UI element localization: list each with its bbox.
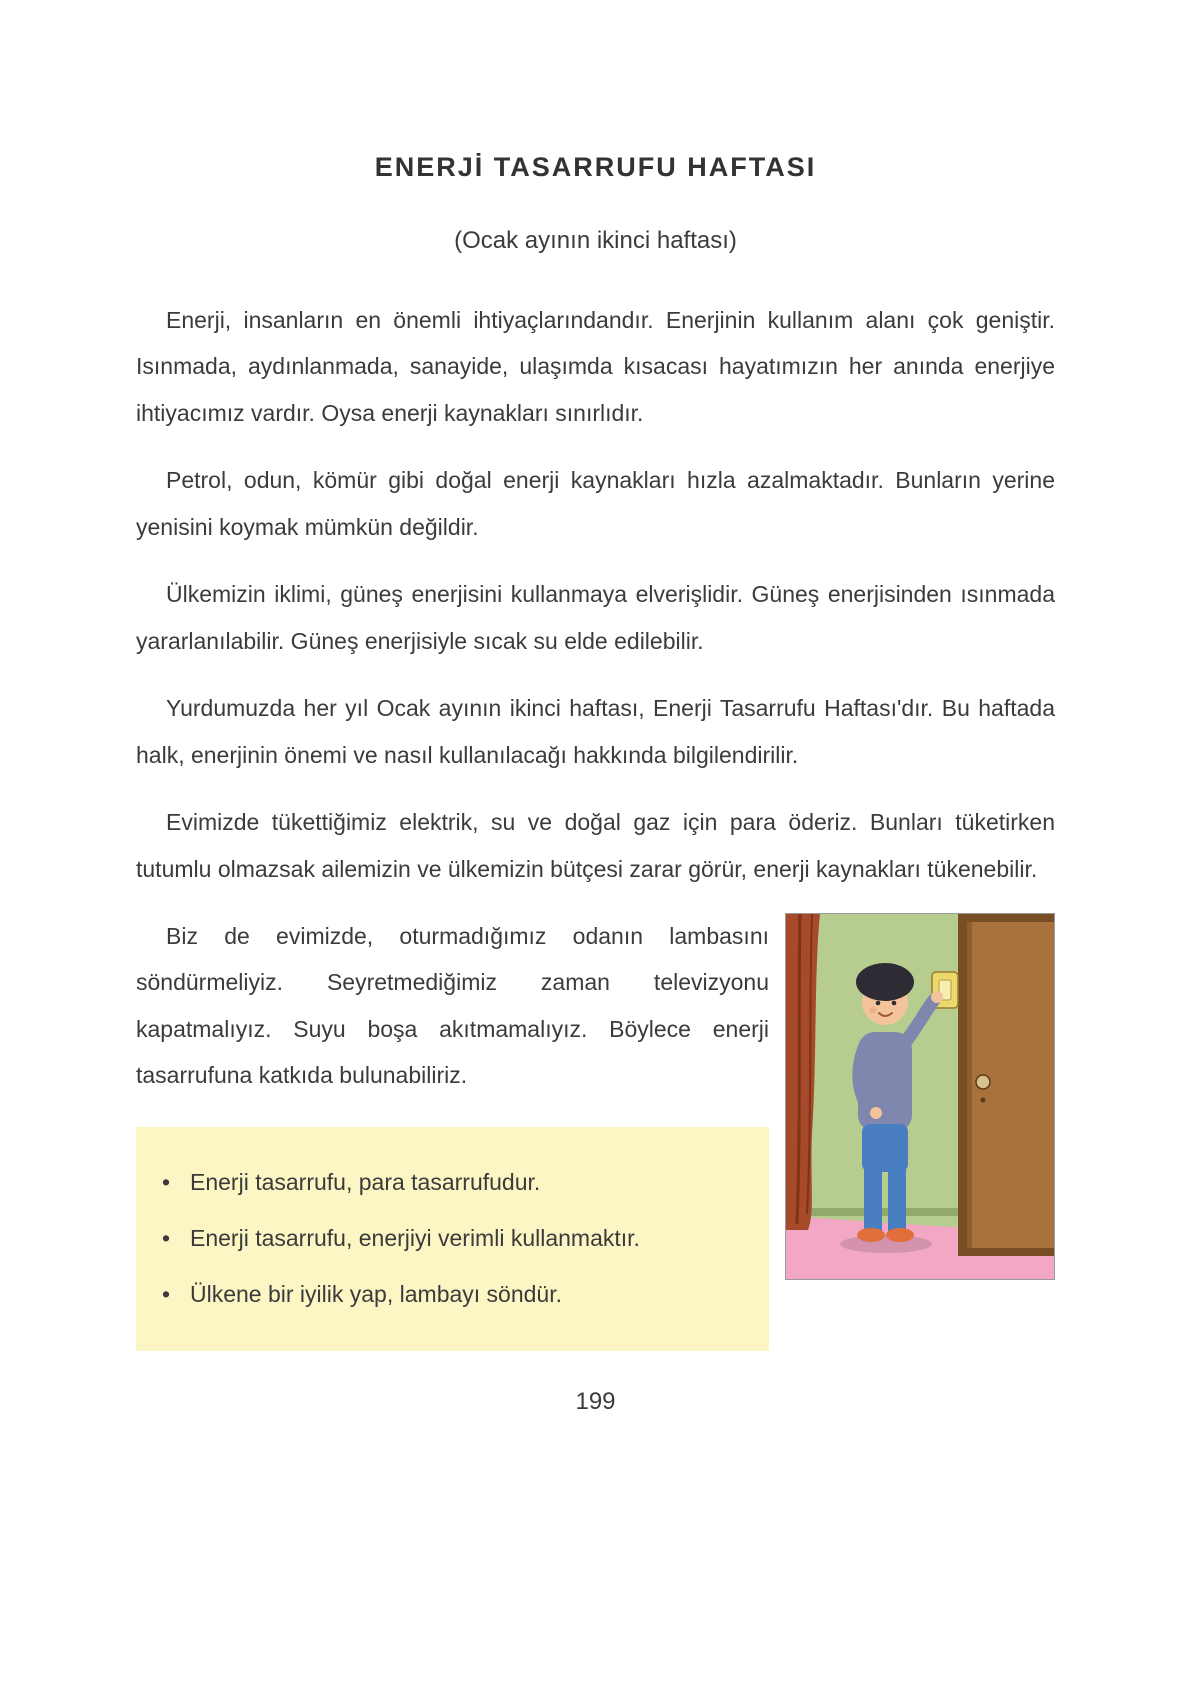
left-column (136, 913, 769, 1351)
bullet-item (162, 1271, 743, 1317)
bullet-text: Ülkene bir iyilik yap, lambayı söndür. (190, 1280, 562, 1307)
page-number: 199 (575, 1388, 616, 1415)
paragraph: Petrol, odun, kömür gibi doğal enerji kaynakları hızla azalmaktadır. Bunların yerine yenisini koymak mümkün değildir. (136, 467, 1055, 540)
paragraph: Yurdumuzda her yıl Ocak ayının ikinci haftası, Enerji Tasarrufu Haftası'dır. Bu haftada halk, enerjinin önemi ve nasıl kullanılacağı hakkında bilgilendirilir. (136, 695, 1055, 768)
callout-box (136, 1127, 769, 1351)
right-column (785, 913, 1055, 1351)
door-knob (976, 1075, 990, 1089)
boy-hair (856, 963, 914, 1001)
bullet-text: Enerji tasarrufu, enerjiyi verimli kullanmaktır. (190, 1224, 640, 1251)
boy-eye (892, 1001, 897, 1006)
boy-shoe (857, 1228, 885, 1242)
boy-hand (931, 991, 943, 1003)
paragraph: Biz de evimizde, oturmadığımız odanın lambasını söndürmeliyiz. Seyretmediğimiz zaman televizyonu kapatmalıyız. Suyu boşa akıtmamalıyız. Böylece enerji tasarrufuna katkıda bulunabiliriz. (136, 922, 769, 1089)
boy-shadow (840, 1235, 932, 1253)
boy-jeans-leg (888, 1162, 906, 1232)
boy-blush (870, 1006, 877, 1013)
bullet-text: Enerji tasarrufu, para tasarrufudur. (190, 1168, 541, 1195)
boy-jeans-leg (864, 1162, 882, 1232)
boy-eye (876, 1001, 881, 1006)
bullet-item (162, 1159, 743, 1205)
paragraph: Enerji, insanların en önemli ihtiyaçlarındandır. Enerjinin kullanım alanı çok geniştir. Isınmada, aydınlanmada, sanayide, ulaşımda kısacası hayatımızın her anında enerjiye ihtiyacımız vardır. Oysa enerji kaynakları sınırlıdır. (136, 307, 1055, 426)
bullet-icon: • (162, 1280, 171, 1307)
body-text (136, 297, 1055, 1351)
text-image-section (136, 913, 1055, 1351)
bullet-item (162, 1215, 743, 1261)
paragraph: Ülkemizin iklimi, güneş enerjisini kullanmaya elverişlidir. Güneş enerjisinden ısınmada yararlanılabilir. Güneş enerjisiyle sıcak su elde edilebilir. (136, 581, 1055, 654)
paragraph: Evimizde tükettiğimiz elektrik, su ve doğal gaz için para öderiz. Bunları tüketirken tutumlu olmazsak ailemizin ve ülkemizin bütçesi zarar görür, enerji kaynakları tükenebilir. (136, 809, 1055, 882)
bullet-icon: • (162, 1224, 171, 1251)
bullet-icon: • (162, 1168, 171, 1195)
illustration-boy-light-switch (785, 913, 1055, 1280)
page-title: ENERJİ TASARRUFU HAFTASI (374, 152, 817, 182)
page-subtitle: (Ocak ayının ikinci haftası) (454, 227, 737, 254)
door-edge (967, 922, 972, 1248)
boy-shoe (886, 1228, 914, 1242)
boy-hand (870, 1107, 882, 1119)
keyhole (981, 1097, 986, 1102)
